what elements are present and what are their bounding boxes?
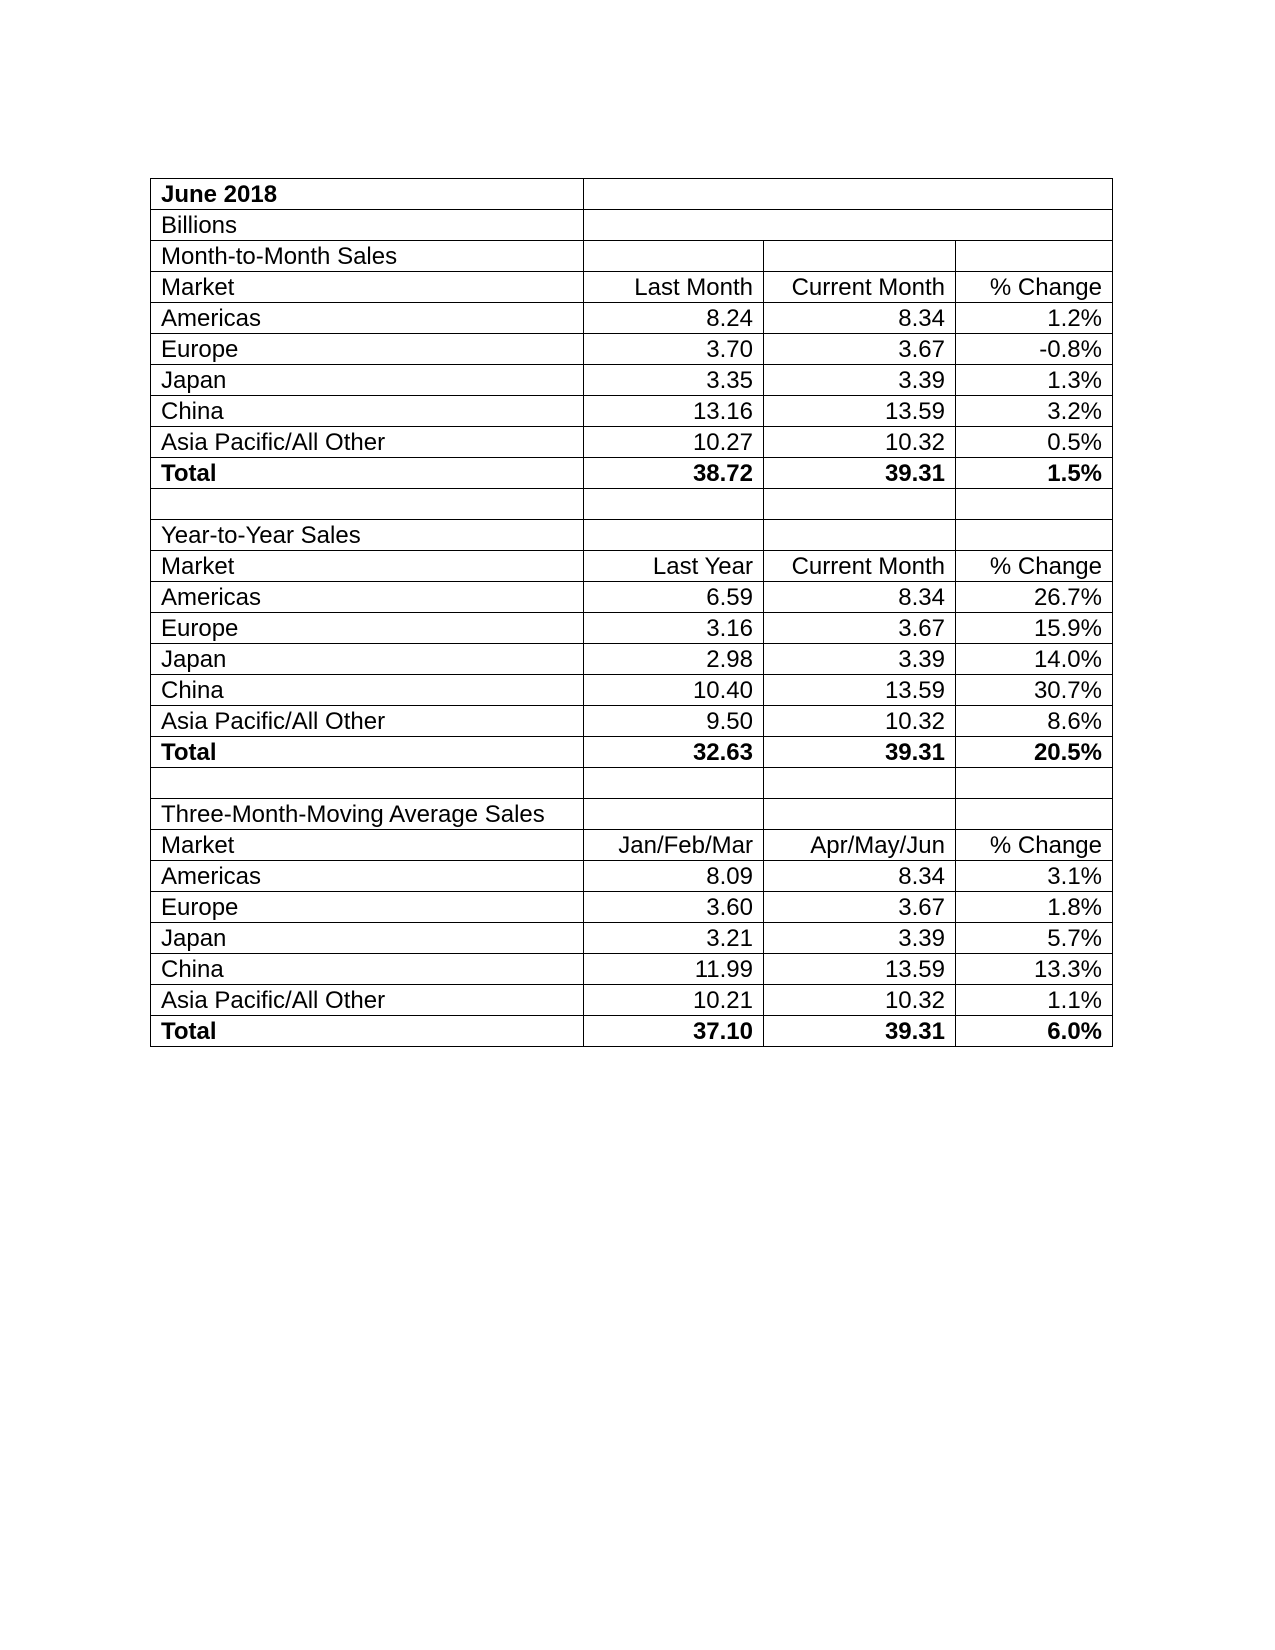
change-cell: 1.8% [956,892,1113,923]
market-cell: Japan [151,923,584,954]
value-cell-b: 8.34 [764,861,956,892]
total-row [151,458,1113,489]
change-cell: 13.3% [956,954,1113,985]
empty-cell [151,768,584,799]
value-cell-a: 3.60 [584,892,764,923]
change-cell: 5.7% [956,923,1113,954]
column-header: Last Year [584,551,764,582]
table-row [151,861,1113,892]
change-cell: 1.5% [956,458,1113,489]
title-row [151,179,1113,210]
table-row [151,954,1113,985]
units-row-blank [584,210,1113,241]
empty-cell [956,768,1113,799]
column-header: Last Month [584,272,764,303]
empty-cell [764,241,956,272]
table-row [151,613,1113,644]
units-label: Billions [151,210,584,241]
section-heading-row [151,799,1113,830]
change-cell: 3.1% [956,861,1113,892]
section-heading: Month-to-Month Sales [151,241,584,272]
value-cell-b: 3.39 [764,644,956,675]
market-cell: Japan [151,644,584,675]
table-row [151,706,1113,737]
value-cell-a: 9.50 [584,706,764,737]
value-cell-b: 3.67 [764,613,956,644]
column-header-row [151,551,1113,582]
empty-cell [584,489,764,520]
value-cell-b: 3.67 [764,334,956,365]
value-cell-b: 10.32 [764,985,956,1016]
column-header: % Change [956,272,1113,303]
market-cell: Europe [151,892,584,923]
change-cell: 1.3% [956,365,1113,396]
empty-cell [764,799,956,830]
section-heading: Three-Month-Moving Average Sales [151,799,584,830]
table-row [151,675,1113,706]
change-cell: 26.7% [956,582,1113,613]
market-cell: Total [151,1016,584,1047]
table-row [151,303,1113,334]
table-row [151,644,1113,675]
change-cell: 1.1% [956,985,1113,1016]
value-cell-b: 39.31 [764,458,956,489]
sales-table-body [151,179,1113,1047]
value-cell-a: 32.63 [584,737,764,768]
column-header: Current Month [764,551,956,582]
market-cell: Japan [151,365,584,396]
value-cell-a: 37.10 [584,1016,764,1047]
table-row [151,427,1113,458]
total-row [151,1016,1113,1047]
market-cell: Europe [151,334,584,365]
market-cell: Americas [151,861,584,892]
value-cell-b: 3.67 [764,892,956,923]
empty-cell [764,520,956,551]
empty-cell [956,241,1113,272]
empty-cell [956,489,1113,520]
column-header: Jan/Feb/Mar [584,830,764,861]
empty-cell [764,489,956,520]
market-cell: Asia Pacific/All Other [151,706,584,737]
value-cell-b: 13.59 [764,396,956,427]
table-row [151,396,1113,427]
value-cell-b: 10.32 [764,706,956,737]
value-cell-b: 13.59 [764,675,956,706]
value-cell-a: 8.09 [584,861,764,892]
market-cell: China [151,675,584,706]
title-row-blank [584,179,1113,210]
table-row [151,892,1113,923]
value-cell-b: 3.39 [764,923,956,954]
sales-table [150,178,1113,1047]
value-cell-a: 3.70 [584,334,764,365]
change-cell: 14.0% [956,644,1113,675]
column-header: Market [151,830,584,861]
value-cell-a: 10.21 [584,985,764,1016]
report-title: June 2018 [151,179,584,210]
change-cell: 0.5% [956,427,1113,458]
value-cell-a: 38.72 [584,458,764,489]
value-cell-b: 10.32 [764,427,956,458]
total-row [151,737,1113,768]
empty-cell [584,241,764,272]
column-header-row [151,830,1113,861]
table-row [151,923,1113,954]
empty-cell [584,520,764,551]
change-cell: 3.2% [956,396,1113,427]
value-cell-a: 3.16 [584,613,764,644]
value-cell-a: 8.24 [584,303,764,334]
market-cell: China [151,954,584,985]
change-cell: -0.8% [956,334,1113,365]
value-cell-a: 10.27 [584,427,764,458]
column-header: Current Month [764,272,956,303]
column-header: % Change [956,830,1113,861]
empty-cell [764,768,956,799]
empty-cell [584,799,764,830]
value-cell-b: 8.34 [764,582,956,613]
value-cell-b: 8.34 [764,303,956,334]
section-heading-row [151,520,1113,551]
empty-cell [956,520,1113,551]
spacer-row [151,489,1113,520]
market-cell: Asia Pacific/All Other [151,427,584,458]
units-row [151,210,1113,241]
change-cell: 6.0% [956,1016,1113,1047]
table-row [151,365,1113,396]
change-cell: 15.9% [956,613,1113,644]
empty-cell [151,489,584,520]
value-cell-a: 3.21 [584,923,764,954]
section-heading-row [151,241,1113,272]
market-cell: Americas [151,303,584,334]
value-cell-a: 11.99 [584,954,764,985]
value-cell-b: 3.39 [764,365,956,396]
change-cell: 1.2% [956,303,1113,334]
value-cell-a: 13.16 [584,396,764,427]
change-cell: 8.6% [956,706,1113,737]
column-header: Market [151,551,584,582]
empty-cell [584,768,764,799]
market-cell: China [151,396,584,427]
market-cell: Asia Pacific/All Other [151,985,584,1016]
value-cell-b: 13.59 [764,954,956,985]
value-cell-a: 6.59 [584,582,764,613]
value-cell-a: 10.40 [584,675,764,706]
column-header: Market [151,272,584,303]
column-header: % Change [956,551,1113,582]
table-row [151,985,1113,1016]
table-row [151,582,1113,613]
change-cell: 30.7% [956,675,1113,706]
value-cell-a: 2.98 [584,644,764,675]
column-header-row [151,272,1113,303]
change-cell: 20.5% [956,737,1113,768]
market-cell: Americas [151,582,584,613]
empty-cell [956,799,1113,830]
market-cell: Total [151,458,584,489]
table-row [151,334,1113,365]
value-cell-b: 39.31 [764,737,956,768]
value-cell-a: 3.35 [584,365,764,396]
column-header: Apr/May/Jun [764,830,956,861]
spacer-row [151,768,1113,799]
market-cell: Total [151,737,584,768]
section-heading: Year-to-Year Sales [151,520,584,551]
market-cell: Europe [151,613,584,644]
value-cell-b: 39.31 [764,1016,956,1047]
